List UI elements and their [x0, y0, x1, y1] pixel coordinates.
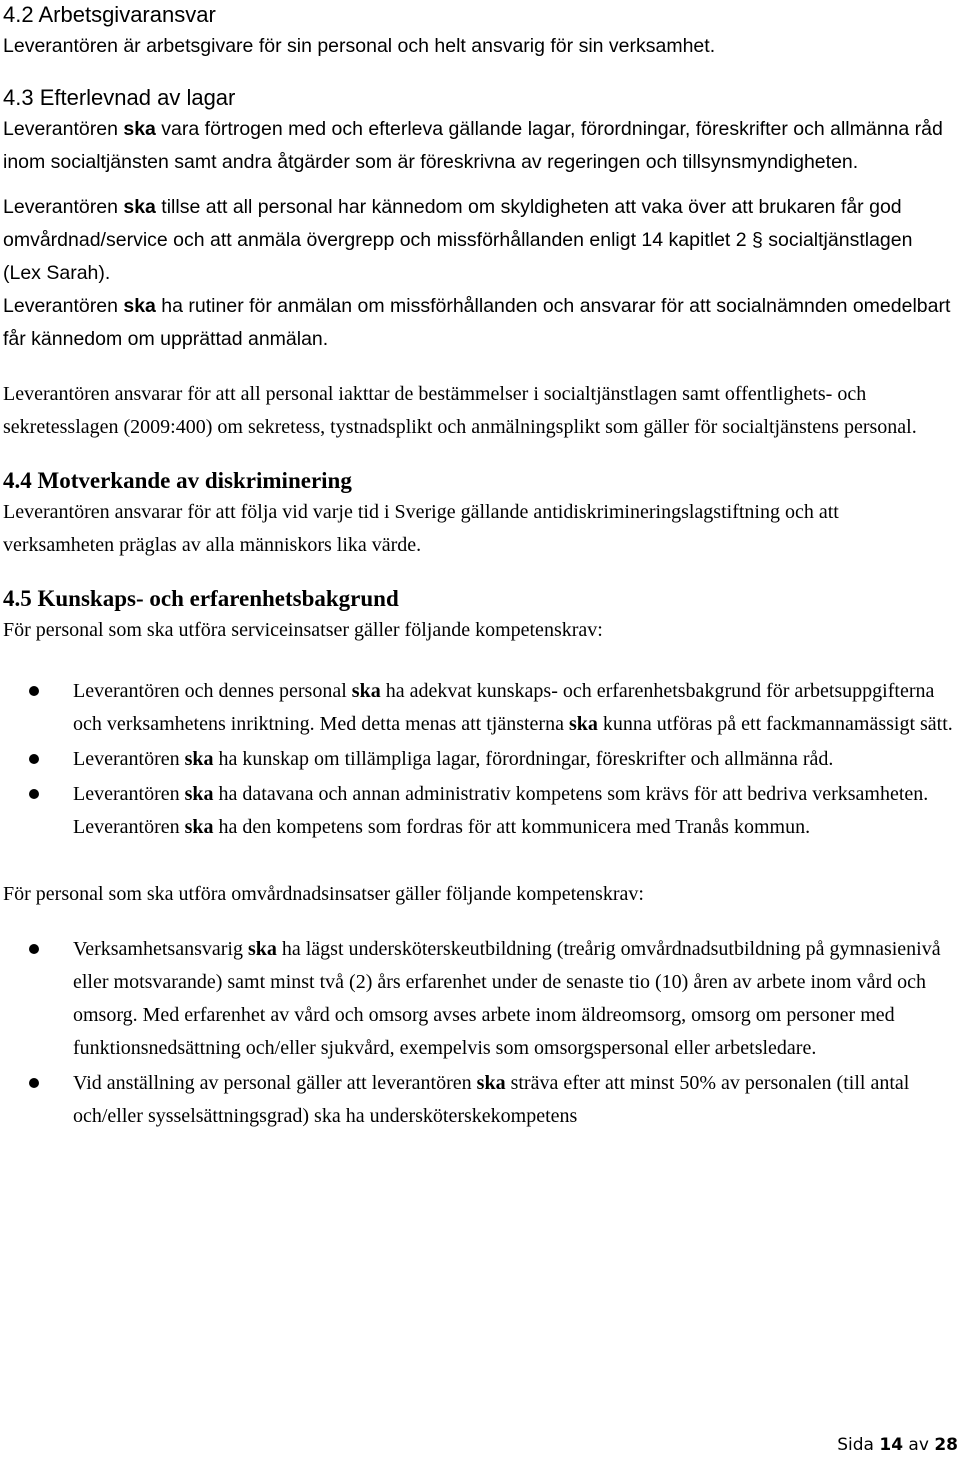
- list-item: Vid anställning av personal gäller att leverantören ska sträva efter att minst 50% av personalen (till antal och/eller sysselsättningsgrad) ska ha undersköterskekompetens: [3, 1067, 953, 1133]
- heading-4-3: 4.3 Efterlevnad av lagar: [3, 85, 236, 110]
- bullet-icon: [29, 754, 39, 764]
- paragraph-4-5-intro-care: För personal som ska utföra omvårdnadsinsatser gäller följande kompetenskrav:: [3, 883, 644, 905]
- care-requirements-list: [3, 933, 953, 1133]
- bullet-icon: [29, 1078, 39, 1088]
- paragraph-4-3-2: Leverantören ska tillse att all personal har kännedom om skyldigheten att vaka över att brukaren får god omvårdnad/service och att anmäla övergrepp och missförhållanden enligt 14 kapitlet 2 § socialtjänstlagen (Lex Sarah).: [3, 196, 913, 284]
- bullet-icon: [29, 789, 39, 799]
- heading-4-4: 4.4 Motverkande av diskriminering: [3, 468, 352, 493]
- paragraph-4-5-intro-service: För personal som ska utföra serviceinsatser gäller följande kompetenskrav:: [3, 619, 603, 641]
- paragraph-4-4: Leverantören ansvarar för att följa vid varje tid i Sverige gällande antidiskrimineringslagstiftning och att verksamheten präglas av alla människors lika värde.: [3, 501, 839, 556]
- bullet-icon: [29, 944, 39, 954]
- heading-4-5: 4.5 Kunskaps- och erfarenhetsbakgrund: [3, 586, 399, 611]
- document-page: [3, 0, 953, 1133]
- list-item: Leverantören och dennes personal ska ha adekvat kunskaps- och erfarenhetsbakgrund för arbetsuppgifterna och verksamhetens inriktning. Med detta menas att tjänsterna ska kunna utföras på ett fackmannamässigt sätt.: [3, 675, 953, 741]
- service-requirements-list: [3, 675, 953, 844]
- list-item: Verksamhetsansvarig ska ha lägst undersköterskeutbildning (treårig omvårdnadsutbildning på gymnasienivå eller motsvarande) samt minst två (2) års erfarenhet under de senaste tio (10) åren av arbete inom vård och omsorg. Med erfarenhet av vård och omsorg avses arbete inom äldreomsorg, omsorg om personer med funktionsnedsättning och/eller sjukvård, exempelvis som omsorgspersonal eller arbetsledare.: [3, 933, 953, 1065]
- paragraph-4-3-4: Leverantören ansvarar för att all personal iakttar de bestämmelser i socialtjänstlagen samt offentlighets- och sekretesslagen (2009:400) om sekretess, tystnadsplikt och anmälningsplikt som gäller för socialtjänstens personal.: [3, 383, 917, 438]
- list-item: Leverantören ska ha datavana och annan administrativ kompetens som krävs för att bedriva verksamheten. Leverantören ska ha den kompetens som fordras för att kommunicera med Tranås kommun.: [3, 778, 953, 844]
- page-number: Sida 14 av 28: [837, 1435, 958, 1455]
- paragraph-4-3-1: Leverantören ska vara förtrogen med och efterleva gällande lagar, förordningar, föreskrifter och allmänna råd inom socialtjänsten samt andra åtgärder som är föreskrivna av regeringen och tillsynsmyndigheten.: [3, 118, 943, 173]
- paragraph-4-3-3: Leverantören ska ha rutiner för anmälan om missförhållanden och ansvarar för att socialnämnden omedelbart får kännedom om upprättad anmälan.: [3, 295, 951, 350]
- heading-4-2: 4.2 Arbetsgivaransvar: [3, 2, 216, 27]
- list-item: Leverantören ska ha kunskap om tillämpliga lagar, förordningar, föreskrifter och allmänna råd.: [3, 743, 953, 776]
- paragraph-4-2: Leverantören är arbetsgivare för sin personal och helt ansvarig för sin verksamhet.: [3, 35, 716, 57]
- bullet-icon: [29, 686, 39, 696]
